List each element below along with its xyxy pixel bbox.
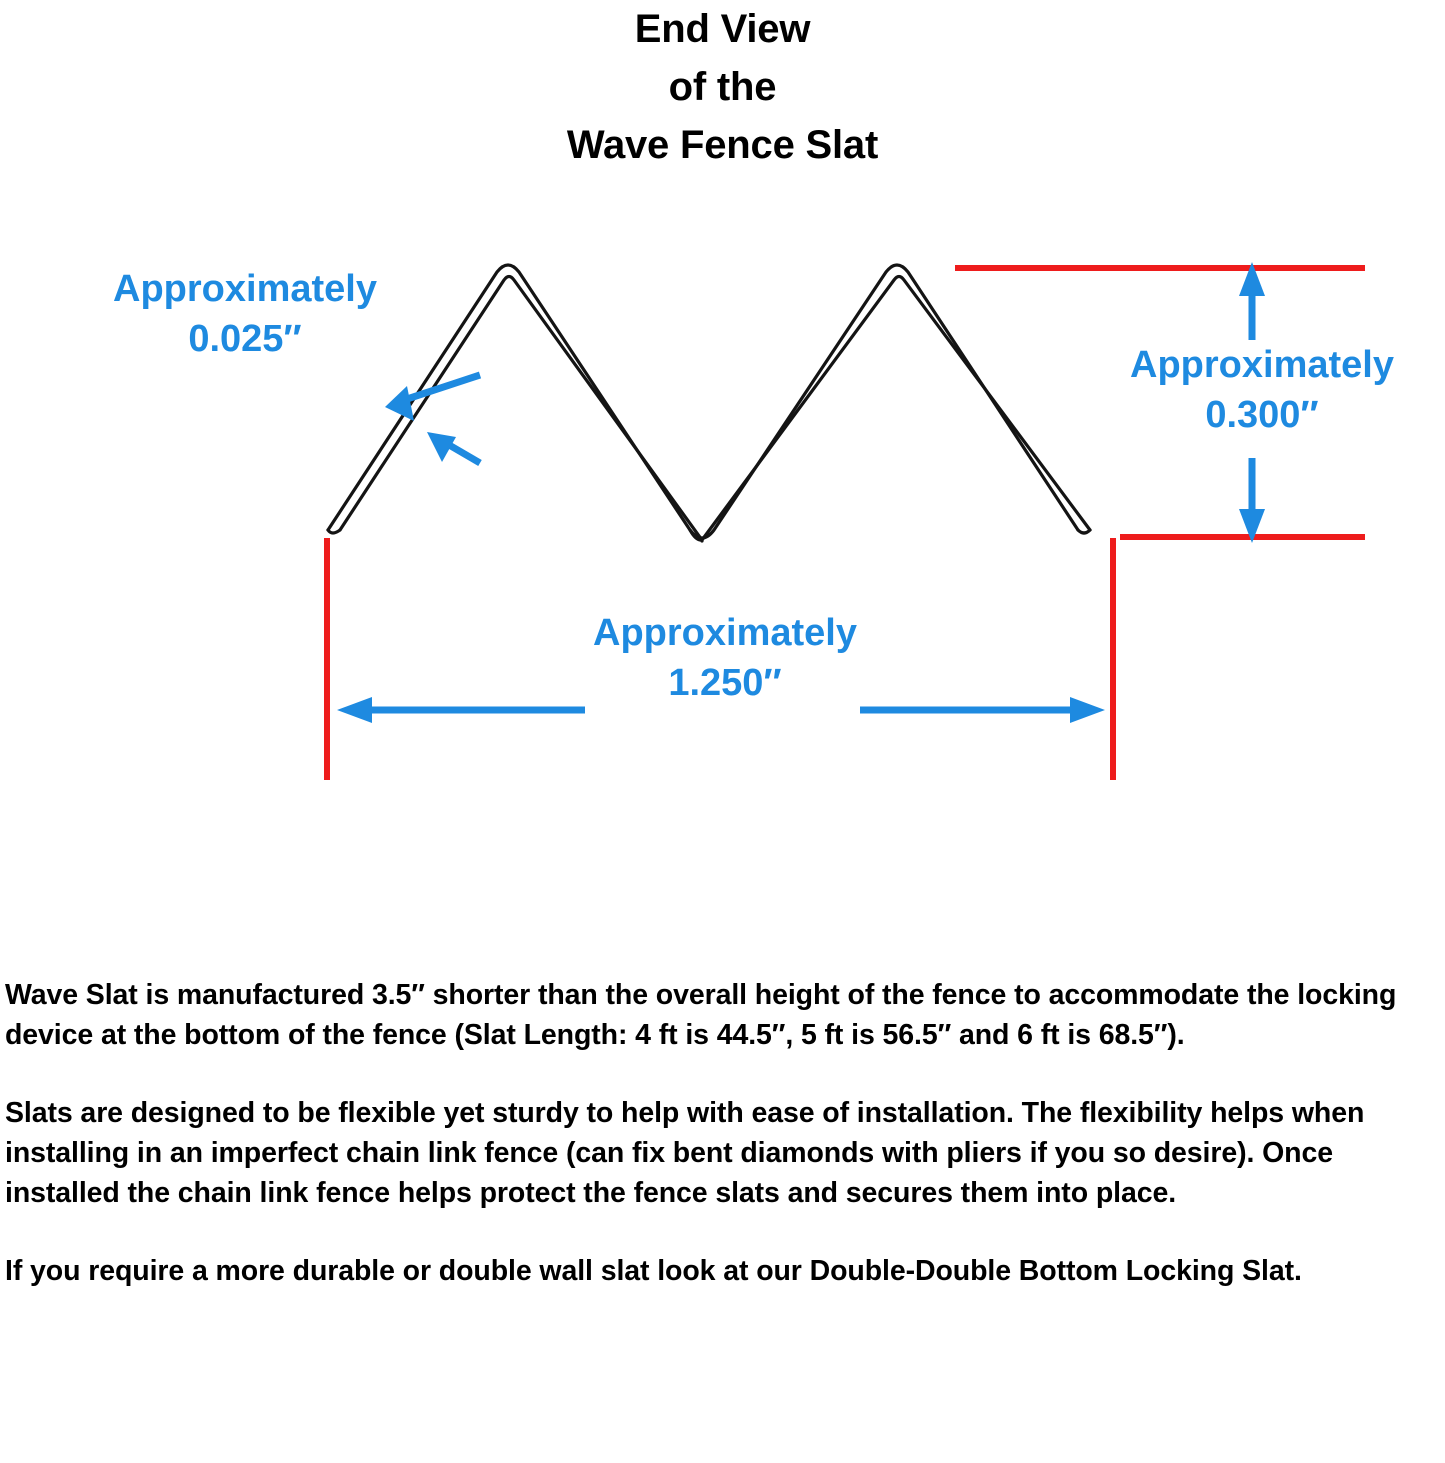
width-label-line-1: Approximately [593, 612, 857, 654]
title-line-3: Wave Fence Slat [566, 123, 879, 167]
description-paragraph-2: Slats are designed to be flexible yet sturdy to help with ease of installation. The flexibility helps when installing in an imperfect chain link fence (can fix bent diamonds with pliers if you so desire). Once installed the chain link fence helps protect the fence slats and secures them into place. [5, 1097, 1365, 1209]
title-line-2: of the [668, 65, 777, 109]
wave-slat-diagram [0, 200, 1445, 940]
width-dimension-label [345, 608, 1105, 708]
height-dimension-label [1078, 340, 1445, 440]
title-line-1: End View [634, 7, 811, 51]
description-paragraph-1: Wave Slat is manufactured 3.5″ shorter than the overall height of the fence to accommodate the locking device at the bottom of the fence (Slat Length: 4 ft is 44.5″, 5 ft is 56.5″ and 6 ft is 68.5″). [5, 979, 1397, 1051]
height-label-line-2: 0.300″ [1205, 394, 1319, 436]
description-paragraph-3: If you require a more durable or double wall slat look at our Double-Double Bottom Locking Slat. [5, 1255, 1302, 1287]
description-text [5, 975, 1417, 1291]
wave-profile-outline [328, 265, 1090, 541]
thickness-dimension-label [60, 264, 430, 364]
height-label-line-1: Approximately [1130, 344, 1394, 386]
page-title [0, 0, 1445, 174]
thickness-label-line-2: 0.025″ [188, 318, 302, 360]
thickness-label-line-1: Approximately [113, 268, 377, 310]
width-label-line-2: 1.250″ [668, 662, 782, 704]
